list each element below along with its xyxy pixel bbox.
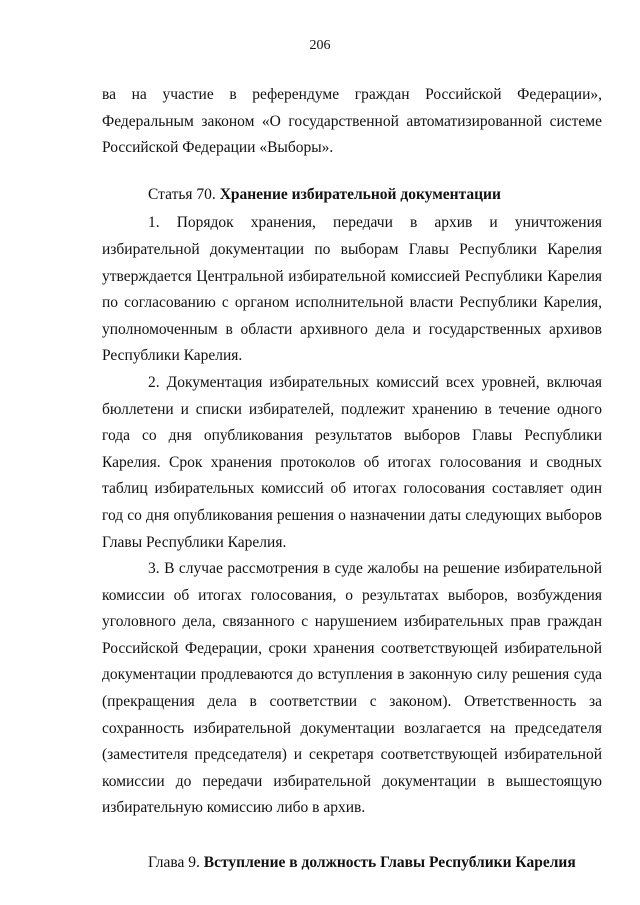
article-paragraph-2: 2. Документация избирательных комиссий всех уровней, включая бюллетени и списки избирателей, подлежит хранению в течение одного года со дня опубликования результатов выборов Главы Республики Карелия. Срок хранения протоколов об итогах голосования и сводных таблиц избирательных комиссий об итогах голосования составляет один год со дня опубликования решения о назначении даты следующих выборов Главы Республики Карелия. — [102, 373, 602, 551]
article-heading — [102, 182, 602, 209]
article-title: Хранение избирательной документации — [219, 185, 501, 203]
chapter-prefix: Глава 9. — [148, 854, 200, 872]
page-number: 206 — [309, 38, 331, 53]
article-prefix: Статья 70. — [148, 185, 216, 203]
continuation-paragraph: ва на участие в референдуме граждан Российской Федерации», Федеральным законом «О государственной автоматизированной системе Российской Федерации «Выборы». — [102, 86, 602, 157]
article-paragraph-1: 1. Порядок хранения, передачи в архив и уничтожения избирательной документации по выборам Главы Республики Карелия утверждается Центральной избирательной комиссией Республики Карелия по согласованию с органом исполнительной власти Республики Карелия, уполномоченным в области архивного дела и государственных архивов Республики Карелия. — [102, 214, 602, 365]
chapter-heading — [102, 850, 602, 877]
chapter-title: Вступление в должность Главы Республики Карелия — [203, 854, 576, 872]
article-paragraph-3: 3. В случае рассмотрения в суде жалобы на решение избирательной комиссии об итогах голосования, о результатах выборов, возбуждения уголовного дела, связанного с нарушением избирательных прав граждан Российской Федерации, сроки хранения соответствующей избирательной документации продлеваются до вступления в законную силу решения суда (прекращения дела в соответствии с законом). Ответственность за сохранность избирательной документации возлагается на председателя (заместителя председателя) и секретаря соответствующей избирательной комиссии до передачи избирательной документации в вышестоящую избирательную комиссию либо в архив. — [102, 560, 602, 817]
document-body — [102, 82, 602, 877]
